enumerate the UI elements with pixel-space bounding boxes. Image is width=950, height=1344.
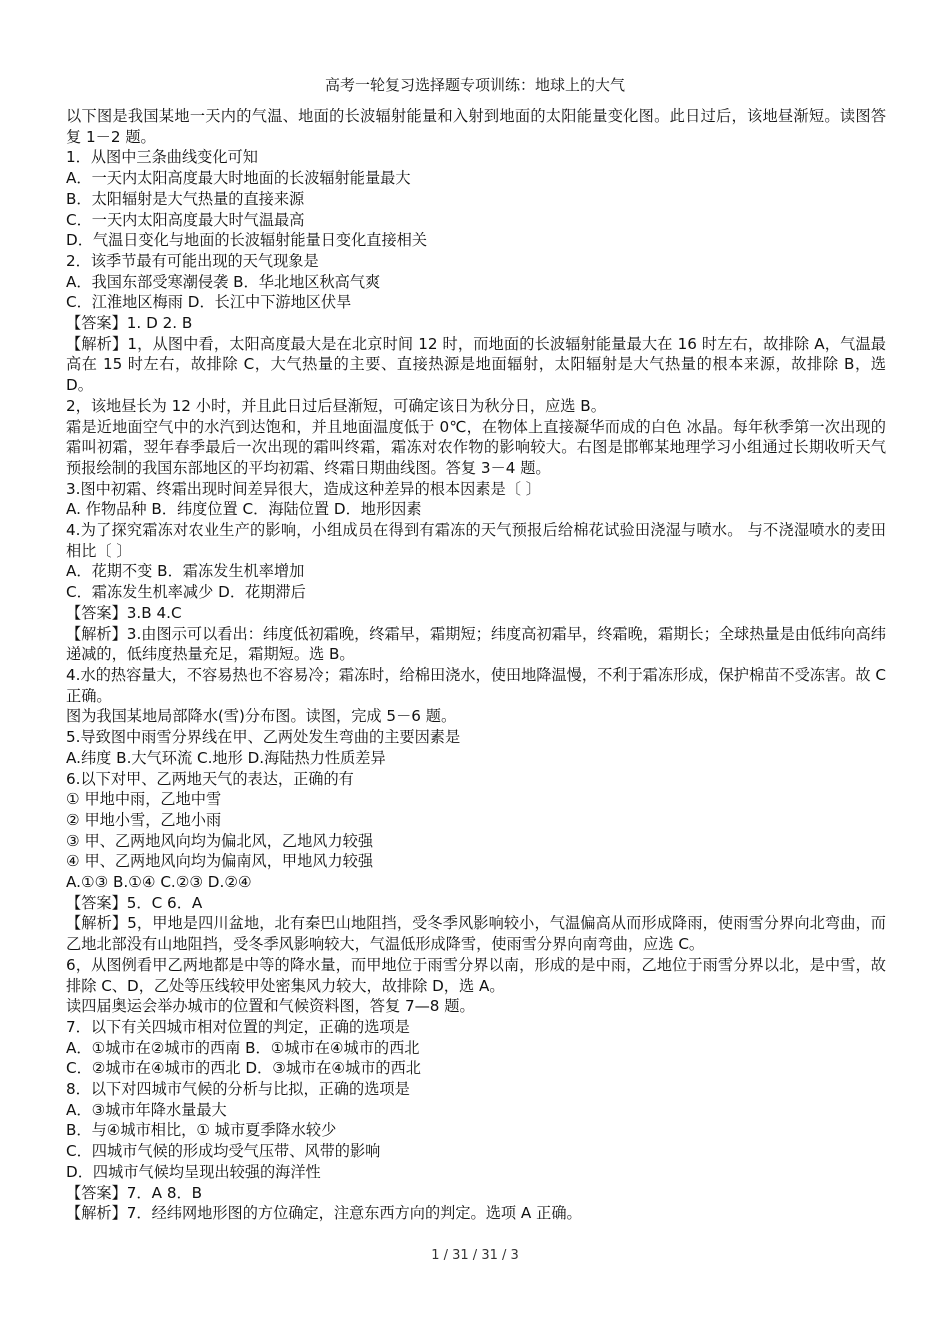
text-line: 8．以下对四城市气候的分析与比拟，正确的选项是 <box>66 1080 410 1099</box>
text-line: C．江淮地区梅雨 D．长江中下游地区伏旱 <box>66 293 352 312</box>
text-line: 图为我国某地局部降水(雪)分布图。读图，完成 5－6 题。 <box>66 707 457 726</box>
text-line: 6，从图例看甲乙两地都是中等的降水量，而甲地位于雨雪分界以南，形成的是中雨，乙地位于雨雪分界以北，是中雪，故排除 C、D，乙处等压线较甲处密集风力较大，故排除 D，选 A。 <box>66 955 886 995</box>
text-line: 2．该季节最有可能出现的天气现象是 <box>66 251 319 270</box>
text-line: 【答案】3.B 4.C <box>66 603 182 622</box>
text-line: 4.水的热容量大，不容易热也不容易冷；霜冻时，给棉田浇水，使田地降温慢，不利于霜冻形成，保护棉苗不受冻害。故 C 正确。 <box>66 665 886 705</box>
text-line: B．与④城市相比，① 城市夏季降水较少 <box>66 1121 337 1140</box>
text-line: 【答案】1. D 2. B <box>66 314 193 333</box>
text-line: 3.图中初霜、终霜出现时间差异很大，造成这种差异的根本因素是〔 〕 <box>66 479 541 498</box>
text-line: A．我国东部受寒潮侵袭 B．华北地区秋高气爽 <box>66 272 381 291</box>
text-line: 7．以下有关四城市相对位置的判定，正确的选项是 <box>66 1017 410 1036</box>
text-line: 4.为了探究霜冻对农业生产的影响，小组成员在得到有霜冻的天气预报后给棉花试验田浇湿与喷水。 与不浇湿喷水的麦田相比〔 〕 <box>66 521 886 560</box>
text-line: 【解析】7．经纬网地形图的方位确定，注意东西方向的判定。选项 A 正确。 <box>66 1204 582 1223</box>
text-line: ④ 甲、乙两地风向均为偏南风，甲地风力较强 <box>66 852 374 871</box>
text-line: 2，该地昼长为 12 小时，并且此日过后昼渐短，可确定该日为秋分日，应选 B。 <box>66 396 606 415</box>
text-line: 1．从图中三条曲线变化可知 <box>66 148 258 167</box>
text-line: 【解析】3.由图示可以看出：纬度低初霜晚，终霜早，霜期短；纬度高初霜早，终霜晚，霜期长；全球热量是由低纬向高纬递减的，低纬度热量充足，霜期短。选 B。 <box>66 624 886 664</box>
text-line: 【解析】1，从图中看，太阳高度最大是在北京时间 12 时，而地面的长波辐射能量最大在 16 时左右，故排除 A，气温最高在 15 时左右，故排除 C，大气热量的主要、直接热源是地面辐射，太阳辐射是大气热量的根本来源，故排除 B，选 D。 <box>66 334 886 395</box>
text-line: A.纬度 B.大气环流 C.地形 D.海陆热力性质差异 <box>66 748 386 767</box>
text-line: B．太阳辐射是大气热量的直接来源 <box>66 189 305 208</box>
text-line: A.①③ B.①④ C.②③ D.②④ <box>66 873 252 892</box>
text-line: D．气温日变化与地面的长波辐射能量日变化直接相关 <box>66 231 428 250</box>
text-line: ③ 甲、乙两地风向均为偏北风，乙地风力较强 <box>66 831 374 850</box>
text-line: ① 甲地中雨，乙地中雪 <box>66 790 222 809</box>
text-line: A. 作物品种 B．纬度位置 C．海陆位置 D．地形因素 <box>66 500 422 519</box>
text-line: A．一天内太阳高度最大时地面的长波辐射能量最大 <box>66 169 411 188</box>
text-line: A．③城市年降水量最大 <box>66 1100 227 1119</box>
text-line: A．花期不变 B．霜冻发生机率增加 <box>66 562 305 581</box>
text-line: 以下图是我国某地一天内的气温、地面的长波辐射能量和入射到地面的太阳能量变化图。此日过后，该地昼渐短。读图答复 1－2 题。 <box>66 107 886 146</box>
text-line: 读四届奥运会举办城市的位置和气候资料图，答复 7—8 题。 <box>66 997 475 1016</box>
text-line: A．①城市在②城市的西南 B．①城市在④城市的西北 <box>66 1038 420 1057</box>
page-footer: 1 / 31 / 31 / 3 <box>431 1248 519 1263</box>
page-title: 高考一轮复习选择题专项训练：地球上的大气 <box>324 76 625 94</box>
text-line: 【答案】7．A 8．B <box>66 1183 203 1202</box>
text-line: ② 甲地小雪，乙地小雨 <box>66 810 222 829</box>
text-line: 6.以下对甲、乙两地天气的表达，正确的有 <box>66 769 354 788</box>
text-line: 【解析】5，甲地是四川盆地，北有秦巴山地阻挡，受冬季风影响较小，气温偏高从而形成降雨，使雨雪分界向北弯曲，而乙地北部没有山地阻挡，受冬季风影响较大，气温低形成降雪，使雨雪分界向南弯曲，应选 C。 <box>66 914 886 954</box>
text-line: 【答案】5．C 6．A <box>66 893 203 912</box>
text-line: C．四城市气候的形成均受气压带、风带的影响 <box>66 1142 381 1161</box>
text-line: C．一天内太阳高度最大时气温最高 <box>66 210 305 229</box>
text-line: C．霜冻发生机率减少 D．花期滞后 <box>66 583 306 602</box>
text-line: D．四城市气候均呈现出较强的海洋性 <box>66 1162 321 1181</box>
text-line: 霜是近地面空气中的水汽到达饱和，并且地面温度低于 0℃，在物体上直接凝华而成的白色 冰晶。每年秋季第一次出现的霜叫初霜，翌年春季最后一次出现的霜叫终霜，霜冻对农作物的影响较大。右图是邯郸某地理学习小组通过长期收听天气预报绘制的我国东部地区的平均初霜、终霜日期曲线图。答复 3－4 题。 <box>66 417 886 477</box>
document-body <box>66 106 886 1224</box>
text-line: C．②城市在④城市的西北 D．③城市在④城市的西北 <box>66 1059 421 1078</box>
text-line: 5.导致图中雨雪分界线在甲、乙两处发生弯曲的主要因素是 <box>66 728 461 747</box>
